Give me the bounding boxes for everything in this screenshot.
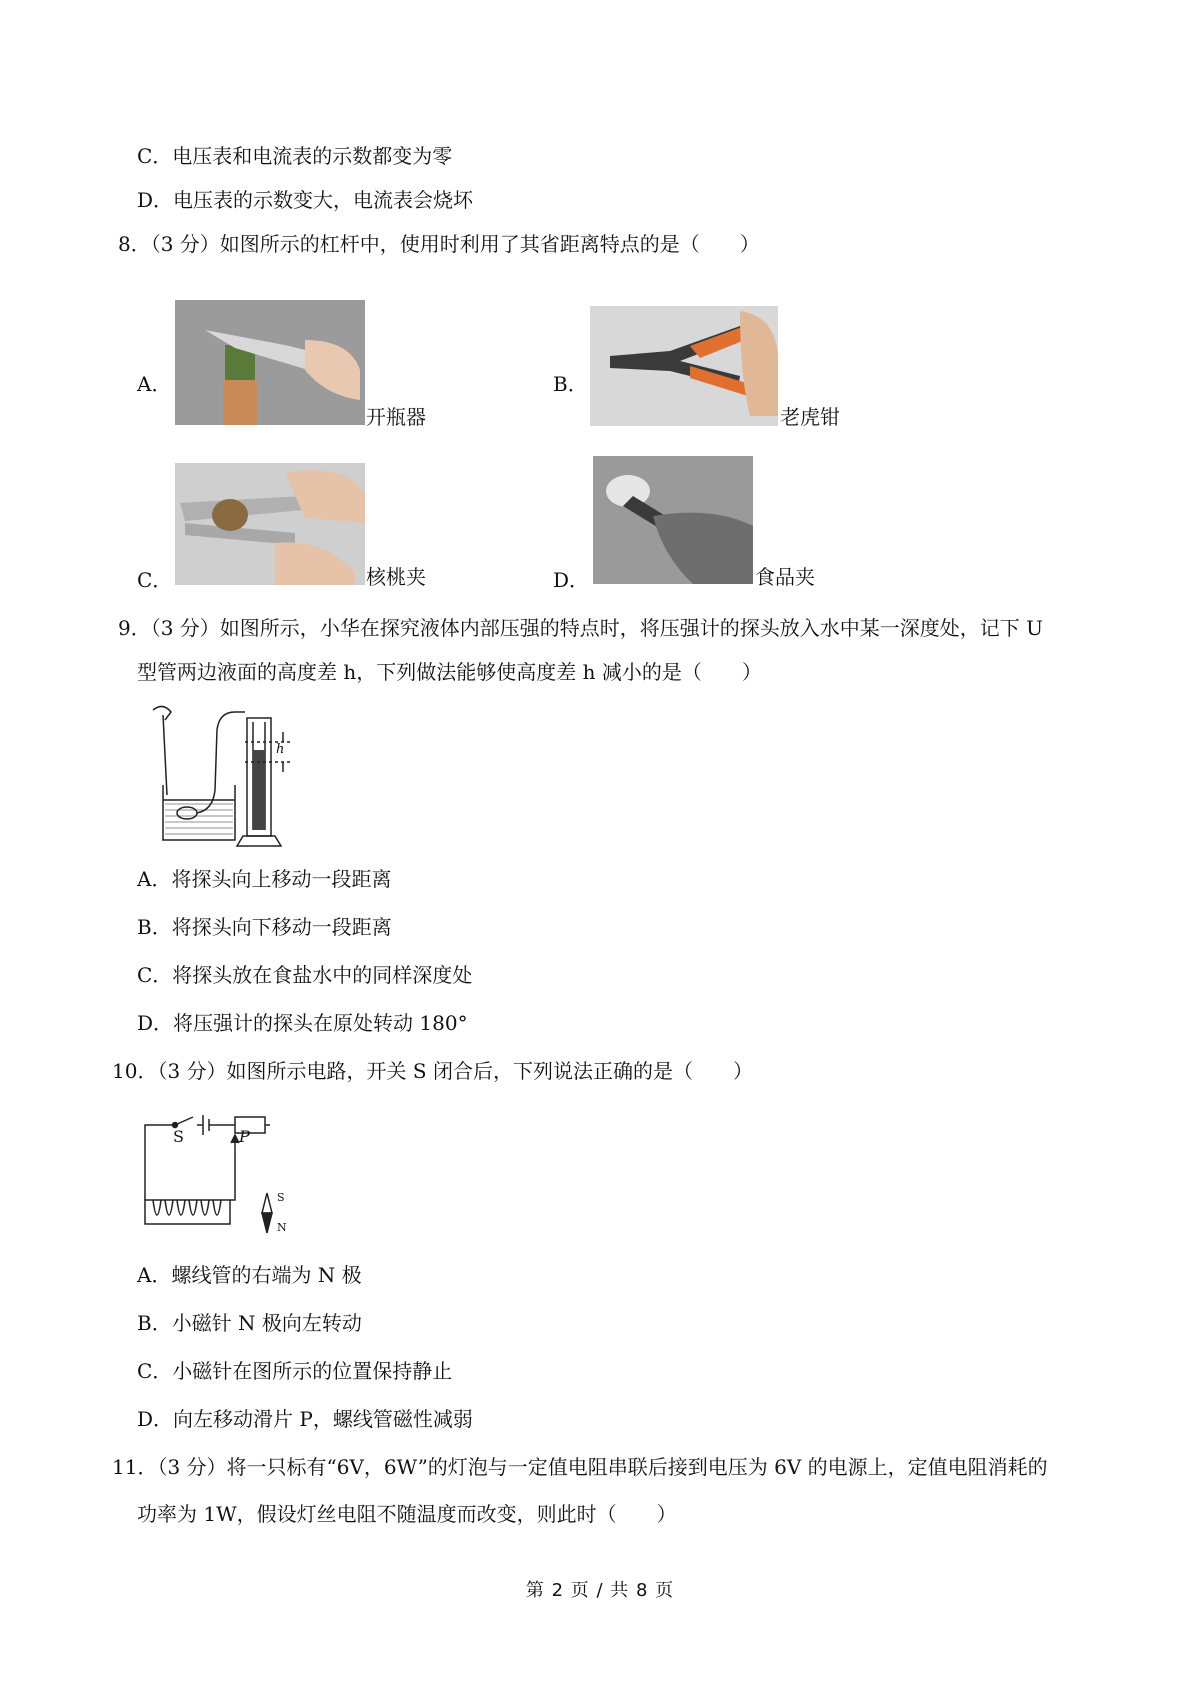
q9-option-c: C．将探头放在食盐水中的同样深度处 <box>137 963 473 987</box>
q7-option-d: D．电压表的示数变大，电流表会烧坏 <box>137 188 474 212</box>
q10-option-c: C．小磁针在图所示的位置保持静止 <box>137 1359 453 1383</box>
q11-stem-line2: 功率为 1W，假设灯丝电阻不随温度而改变，则此时（ ） <box>137 1502 677 1526</box>
needle-s-label: S <box>277 1191 285 1204</box>
needle-n-label: N <box>277 1221 287 1234</box>
q8-option-a-label: 开瓶器 <box>366 405 426 429</box>
q8-option-c-letter: C． <box>137 568 173 592</box>
q9-stem-line2: 型管两边液面的高度差 h，下列做法能够使高度差 h 减小的是（ ） <box>137 660 762 684</box>
switch-label: S <box>173 1127 184 1146</box>
q8-stem: 8．（3 分）如图所示的杠杆中，使用时利用了其省距离特点的是（ ） <box>118 232 760 256</box>
q9-stem-line1: 9．（3 分）如图所示，小华在探究液体内部压强的特点时，将压强计的探头放入水中某一深度处，记下 U <box>118 616 1044 640</box>
q8-option-b-letter: B． <box>553 372 588 396</box>
q10-option-a: A．螺线管的右端为 N 极 <box>137 1263 362 1287</box>
q9-option-a: A．将探头向上移动一段距离 <box>137 867 392 891</box>
q9-option-d: D．将压强计的探头在原处转动 180° <box>137 1011 468 1035</box>
q11-stem-line1: 11．（3 分）将一只标有“6V，6W”的灯泡与一定值电阻串联后接到电压为 6V 的电源上，定值电阻消耗的 <box>112 1455 1048 1479</box>
q10-stem: 10．（3 分）如图所示电路，开关 S 闭合后，下列说法正确的是（ ） <box>112 1059 753 1083</box>
slider-label: P <box>239 1127 250 1146</box>
q8-option-c-label: 核桃夹 <box>366 565 426 589</box>
solenoid-circuit-figure <box>135 1105 295 1235</box>
pliers-photo <box>590 306 778 426</box>
q8-option-d-letter: D． <box>553 568 590 592</box>
height-diff-label: h <box>276 742 285 757</box>
page-footer: 第 2 页 / 共 8 页 <box>525 1580 675 1601</box>
q8-option-b-label: 老虎钳 <box>780 405 840 429</box>
manometer-figure <box>135 700 305 850</box>
q8-option-a-letter: A． <box>137 372 172 396</box>
q8-option-d-label: 食品夹 <box>755 565 815 589</box>
food-tongs-photo <box>593 456 753 584</box>
q10-option-b: B．小磁针 N 极向左转动 <box>137 1311 362 1335</box>
nutcracker-photo <box>175 463 365 585</box>
q9-option-b: B．将探头向下移动一段距离 <box>137 915 392 939</box>
q10-option-d: D．向左移动滑片 P，螺线管磁性减弱 <box>137 1407 473 1431</box>
bottle-opener-photo <box>175 300 365 425</box>
q7-option-c: C．电压表和电流表的示数都变为零 <box>137 144 453 168</box>
